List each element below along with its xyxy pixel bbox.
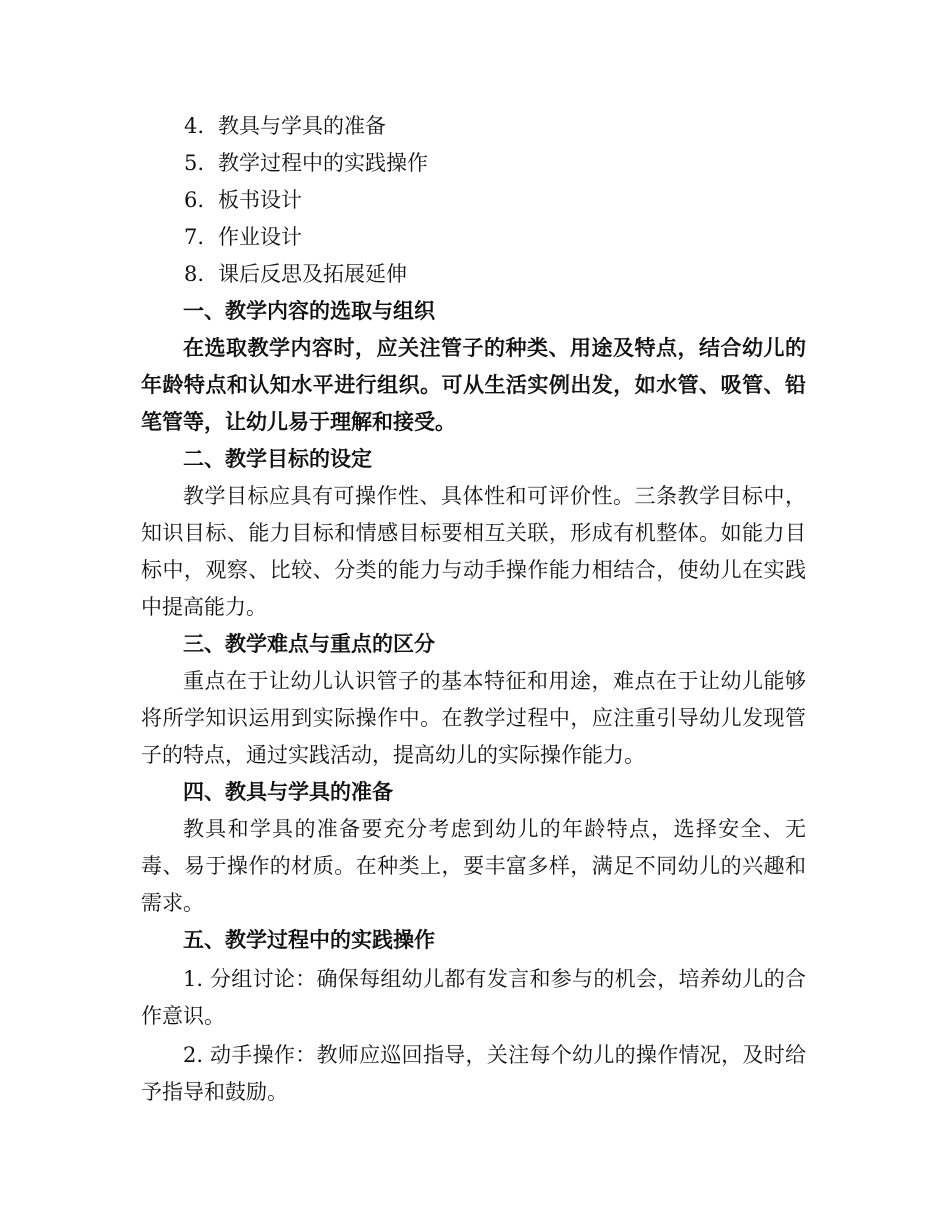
numbered-paragraph: 2. 动手操作：教师应巡回指导，关注每个幼儿的操作情况，及时给予指导和鼓励。 <box>141 1043 806 1104</box>
outline-text: 板书设计 <box>218 188 302 212</box>
outline-number: 6. <box>184 188 205 212</box>
outline-text: 教学过程中的实践操作 <box>218 151 428 175</box>
section-heading: 三、教学难点与重点的区分 <box>183 632 435 656</box>
outline-text: 课后反思及拓展延伸 <box>218 262 407 286</box>
outline-text: 教具与学具的准备 <box>218 114 386 138</box>
outline-number: 4. <box>184 114 205 138</box>
outline-item <box>184 145 428 182</box>
outline-item <box>184 256 428 293</box>
outline-number: 8. <box>184 262 205 286</box>
numbered-paragraph: 1. 分组讨论：确保每组幼儿都有发言和参与的机会，培养幼儿的合作意识。 <box>141 967 806 1028</box>
outline-list <box>184 108 428 293</box>
section-paragraph: 教具和学具的准备要充分考虑到幼儿的年龄特点，选择安全、无毒、易于操作的材质。在种类上，要丰富多样，满足不同幼儿的兴趣和需求。 <box>141 817 806 915</box>
section-paragraph: 在选取教学内容时，应关注管子的种类、用途及特点，结合幼儿的年龄特点和认知水平进行组织。可从生活实例出发，如水管、吸管、铅笔管等，让幼儿易于理解和接受。 <box>141 336 806 434</box>
outline-item <box>184 182 428 219</box>
section-heading: 二、教学目标的设定 <box>183 447 372 471</box>
outline-text: 作业设计 <box>218 225 302 249</box>
section-heading: 一、教学内容的选取与组织 <box>183 299 435 323</box>
outline-number: 5. <box>184 151 205 175</box>
outline-item <box>184 108 428 145</box>
section-heading: 四、教具与学具的准备 <box>183 780 393 804</box>
section-heading: 五、教学过程中的实践操作 <box>183 928 435 952</box>
outline-number: 7. <box>184 225 205 249</box>
section-paragraph: 重点在于让幼儿认识管子的基本特征和用途，难点在于让幼儿能够将所学知识运用到实际操作中。在教学过程中，应注重引导幼儿发现管子的特点，通过实践活动，提高幼儿的实际操作能力。 <box>141 669 806 767</box>
document-body <box>141 293 806 1111</box>
section-paragraph: 教学目标应具有可操作性、具体性和可评价性。三条教学目标中，知识目标、能力目标和情感目标要相互关联，形成有机整体。如能力目标中，观察、比较、分类的能力与动手操作能力相结合，使幼儿在实践中提高能力。 <box>141 484 806 619</box>
outline-item <box>184 219 428 256</box>
